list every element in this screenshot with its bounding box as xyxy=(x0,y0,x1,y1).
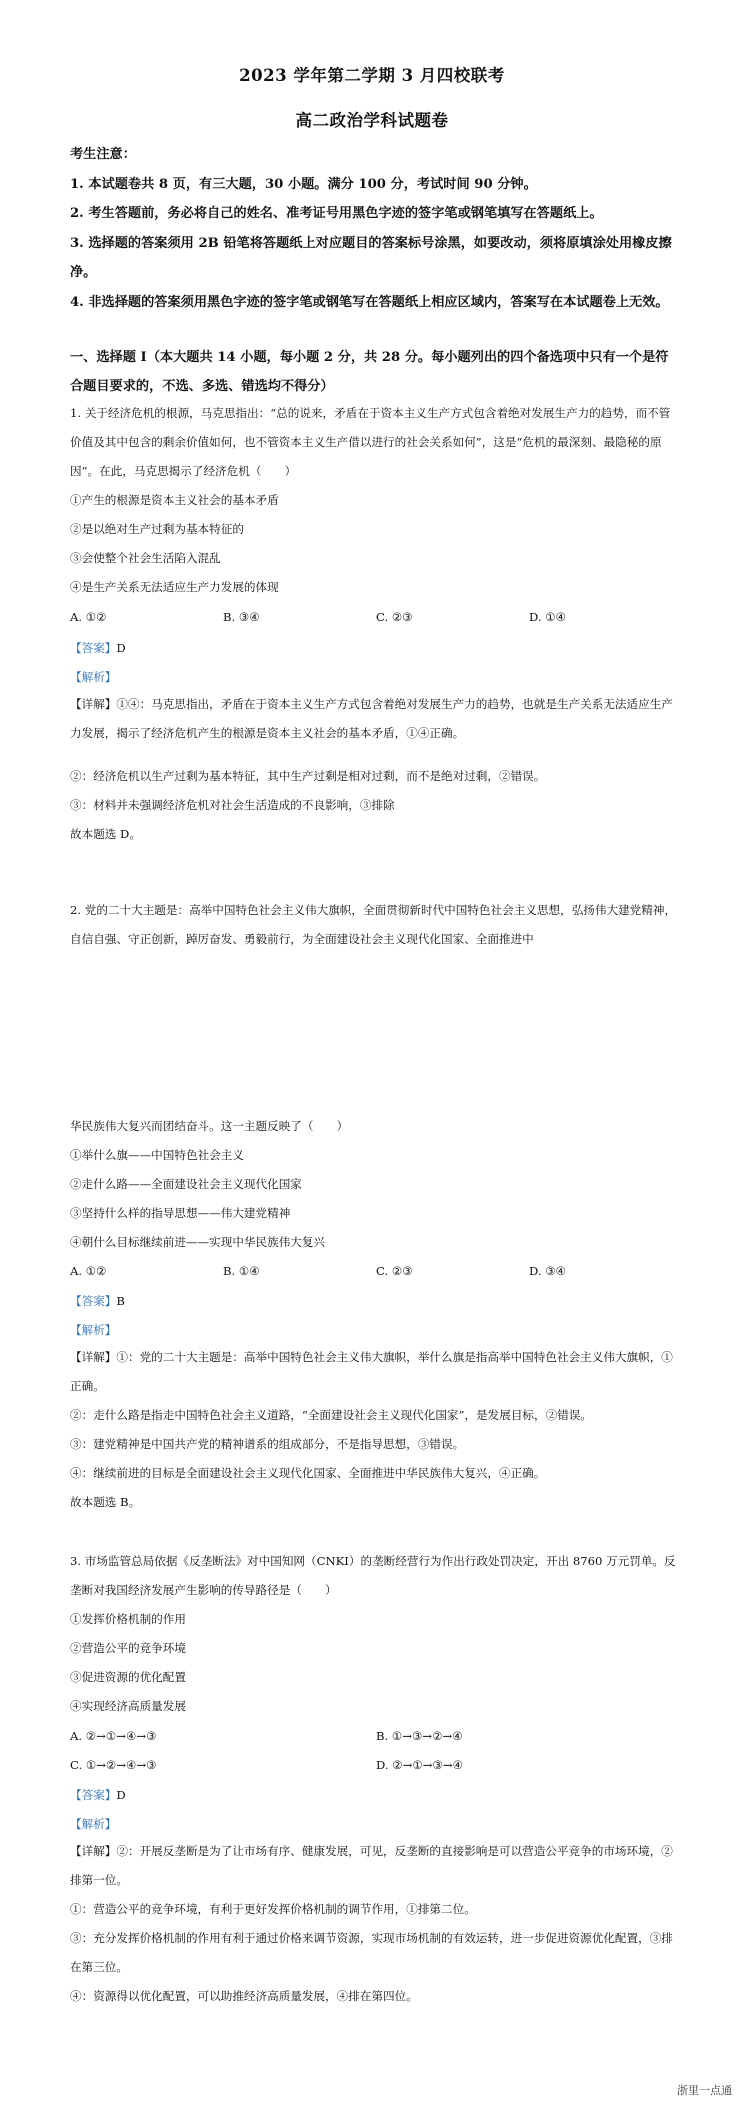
explanation-paragraph: 【详解】②：开展反垄断是为了让市场有序、健康发展，可见，反垄断的直接影响是可以营造公平竞争的市场环境，②排第一位。 xyxy=(70,1844,673,1887)
question-1 xyxy=(70,399,680,602)
question-stem: 3. 市场监管总局依据《反垄断法》对中国知网（CNKI）的垄断经营行为作出行政处罚决定，开出 8760 万元罚单。反垄断对我国经济发展产生影响的传导路径是（ ） xyxy=(70,1554,676,1597)
explanation-paragraph: ③：材料并未强调经济危机对社会生活造成的不良影响，③排除 xyxy=(70,798,395,812)
option-a: A. ②→①→④→③ xyxy=(70,1729,157,1743)
option-a: A. ①② xyxy=(70,1264,107,1278)
notice-item: 3. 选择题的答案须用 2B 铅笔将答题纸上对应题目的答案标号涂黑，如要改动，须将原填涂处用橡皮擦净。 xyxy=(70,235,672,280)
notice-item: 2. 考生答题前，务必将自己的姓名、准考证号用黑色字迹的签字笔或钢笔填写在答题纸上。 xyxy=(70,206,603,221)
explanation-paragraph: ①：营造公平的竞争环境，有利于更好发挥价格机制的调节作用，①排第二位。 xyxy=(70,1902,476,1916)
analysis-label: 【解析】 xyxy=(70,1323,117,1337)
answer-value: B xyxy=(116,1294,125,1308)
choice-item: ③坚持什么样的指导思想——伟大建党精神 xyxy=(70,1206,291,1220)
choice-item: ①举什么旗——中国特色社会主义 xyxy=(70,1148,244,1162)
option-d: D. ②→①→③→④ xyxy=(376,1758,463,1772)
option-b: B. ①→③→②→④ xyxy=(376,1729,463,1743)
watermark-text: 浙里一点通 xyxy=(677,2084,732,2097)
option-b: B. ①④ xyxy=(223,1264,260,1278)
option-a: A. ①② xyxy=(70,610,107,624)
explanation-paragraph: 【详解】①④：马克思指出，矛盾在于资本主义生产方式包含着绝对发展生产力的趋势，也就是生产关系无法适应生产力发展，揭示了经济危机产生的根源是资本主义社会的基本矛盾，①④正确。 xyxy=(70,697,673,740)
explanation-2 xyxy=(70,1343,680,1517)
answer-value: D xyxy=(116,641,126,655)
explanation-paragraph: ④：资源得以优化配置，可以助推经济高质量发展，④排在第四位。 xyxy=(70,1989,418,2003)
exam-title: 2023 学年第二学期 3 月四校联考 xyxy=(239,66,505,85)
answer-line xyxy=(70,1293,125,1309)
question-3 xyxy=(70,1547,680,1721)
explanation-3 xyxy=(70,1837,680,2011)
option-c: C. ①→②→④→③ xyxy=(70,1758,157,1772)
answer-label: 【答案】 xyxy=(70,1788,117,1802)
choice-item: ②是以绝对生产过剩为基本特征的 xyxy=(70,522,244,536)
choice-item: ③促进资源的优化配置 xyxy=(70,1670,186,1684)
explanation-paragraph: 故本题选 D。 xyxy=(70,827,141,841)
choice-item: ④实现经济高质量发展 xyxy=(70,1699,186,1713)
choice-item: ②走什么路——全面建设社会主义现代化国家 xyxy=(70,1177,302,1191)
answer-line xyxy=(70,640,126,656)
explanation-paragraph: ②：经济危机以生产过剩为基本特征，其中生产过剩是相对过剩，而不是绝对过剩，②错误。 xyxy=(70,769,546,783)
explanation-paragraph: ③：建党精神是中国共产党的精神谱系的组成部分，不是指导思想，③错误。 xyxy=(70,1437,465,1451)
choice-item: ②营造公平的竞争环境 xyxy=(70,1641,186,1655)
exam-notice xyxy=(70,140,680,317)
explanation-paragraph: ②：走什么路是指走中国特色社会主义道路，“全面建设社会主义现代化国家”，是发展目标，②错误。 xyxy=(70,1408,592,1422)
answer-line xyxy=(70,1787,126,1803)
answer-label: 【答案】 xyxy=(70,1294,117,1308)
exam-subtitle: 高二政治学科试题卷 xyxy=(295,111,449,130)
section-heading: 一、选择题 I（本大题共 14 小题，每小题 2 分，共 28 分。每小题列出的四个备选项中只有一个是符合题目要求的，不选、多选、错选均不得分） xyxy=(70,350,669,394)
option-d: D. ①④ xyxy=(529,610,567,624)
choice-item: ④是生产关系无法适应生产力发展的体现 xyxy=(70,580,279,594)
option-d: D. ③④ xyxy=(529,1264,567,1278)
choice-item: ④朝什么目标继续前进——实现中华民族伟大复兴 xyxy=(70,1235,326,1249)
analysis-label: 【解析】 xyxy=(70,1817,117,1831)
answer-value: D xyxy=(116,1788,126,1802)
question-stem: 华民族伟大复兴而团结奋斗。这一主题反映了（ ） xyxy=(70,1119,349,1133)
notice-heading: 考生注意： xyxy=(70,147,136,162)
explanation-1 xyxy=(70,690,680,849)
choice-item: ③会使整个社会生活陷入混乱 xyxy=(70,551,221,565)
question-2 xyxy=(70,1112,680,1257)
option-b: B. ③④ xyxy=(223,610,260,624)
choice-item: ①发挥价格机制的作用 xyxy=(70,1612,186,1626)
notice-item: 1. 本试题卷共 8 页，有三大题，30 小题。满分 100 分，考试时间 90 分钟。 xyxy=(70,176,537,192)
explanation-paragraph: ④：继续前进的目标是全面建设社会主义现代化国家、全面推进中华民族伟大复兴，④正确。 xyxy=(70,1466,546,1480)
explanation-paragraph: 【详解】①：党的二十大主题是：高举中国特色社会主义伟大旗帜，举什么旗是指高举中国特色社会主义伟大旗帜，①正确。 xyxy=(70,1350,673,1393)
explanation-paragraph: ③：充分发挥价格机制的作用有利于通过价格来调节资源，实现市场机制的有效运转，进一步促进资源优化配置，③排在第三位。 xyxy=(70,1931,673,1974)
answer-label: 【答案】 xyxy=(70,641,117,655)
notice-item: 4. 非选择题的答案须用黑色字迹的签字笔或钢笔写在答题纸上相应区域内，答案写在本试题卷上无效。 xyxy=(70,294,669,310)
analysis-label: 【解析】 xyxy=(70,670,117,684)
question-stem: 1. 关于经济危机的根源，马克思指出：“总的说来，矛盾在于资本主义生产方式包含着绝对发展生产力的趋势，而不管价值及其中包含的剩余价值如何，也不管资本主义生产借以进行的社会关系如何”，这是“危机的最深刻、最隐秘的原因”。在此，马克思揭示了经济危机（ ） xyxy=(70,406,671,478)
explanation-paragraph: 故本题选 B。 xyxy=(70,1495,141,1509)
option-c: C. ②③ xyxy=(376,1264,413,1278)
option-c: C. ②③ xyxy=(376,610,413,624)
question-2-stem-start: 2. 党的二十大主题是：高举中国特色社会主义伟大旗帜，全面贯彻新时代中国特色社会主义思想，弘扬伟大建党精神，自信自强、守正创新，踔厉奋发、勇毅前行，为全面建设社会主义现代化国家、全面推进中 xyxy=(70,903,677,946)
choice-item: ①产生的根源是资本主义社会的基本矛盾 xyxy=(70,493,279,507)
